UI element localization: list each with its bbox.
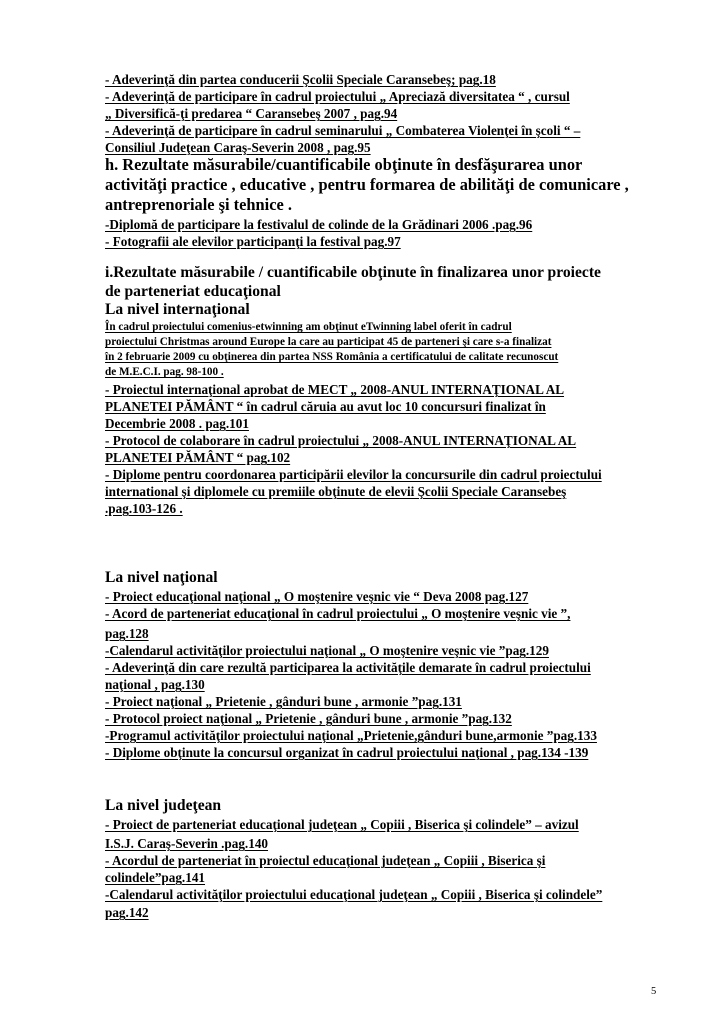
list-item: - Diplome obţinute la concursul organizat în cadrul proiectului naţional , pag.134 -139 [105,745,589,760]
adeverinta-line: „ Diversifică-ţi predarea “ Caransebeş 2007 , pag.94 [105,106,398,121]
list-item: colindele”pag.141 [105,870,206,885]
list-item: - Adeverinţă din care rezultă participarea la activităţile demarate în cadrul proiectului [105,660,591,675]
list-item: -Diplomă de participare la festivalul de colinde de la Grădinari 2006 .pag.96 [105,217,533,232]
list-item: -Programul activităţilor proiectului naţional „Prietenie,gânduri bune,armonie ”pag.133 [105,728,597,743]
list-item: - Proiect educaţional naţional „ O moştenire veşnic vie “ Deva 2008 pag.127 [105,589,529,604]
adeverinta-line: - Adeverinţă din partea conducerii Şcolii Speciale Caransebeş; pag.18 [105,72,496,87]
section-heading-h: antreprenoriale şi tehnice . [105,195,292,214]
list-item: - Proiect de parteneriat educaţional judeţean „ Copiii , Biserica şi colindele” – avizul [105,817,579,832]
list-item: - Acordul de parteneriat în proiectul educaţional judeţean „ Copiii , Biserica şi [105,853,546,868]
list-item: pag.142 [105,905,149,920]
list-item: - Acord de parteneriat educaţional în cadrul proiectului „ O moştenire veşnic vie ”, [105,606,571,621]
subsection-title-national: La nivel naţional [105,569,218,586]
list-item: -Calendarul activităţilor proiectului educaţional judeţean „ Copiii , Biserica şi colindele” [105,887,603,902]
list-item: pag.128 [105,626,149,641]
list-item: I.S.J. Caraş-Severin .pag.140 [105,836,269,851]
list-item: .pag.103-126 . [105,501,183,516]
list-item: international şi diplomele cu premiile obţinute de elevii Şcolii Speciale Caransebeş [105,484,567,499]
list-item: În cadrul proiectului comenius-etwinning am obţinut eTwinning label oferit în cadrul [105,321,512,333]
list-item: PLANETEI PĂMÂNT “ în cadrul căruia au avut loc 10 concursuri finalizat în [105,399,546,414]
section-heading-h: h. Rezultate măsurabile/cuantificabile obţinute în desfăşurarea unor [105,155,583,174]
list-item: - Protocol proiect naţional „ Prietenie , gânduri bune , armonie ”pag.132 [105,711,512,726]
list-item: de M.E.C.I. pag. 98-100 . [105,366,224,378]
list-item: - Diplome pentru coordonarea participării elevilor la concursurile din cadrul proiectului [105,467,602,482]
section-heading-h: activităţi practice , educative , pentru formarea de abilităţi de comunicare , [105,175,629,194]
list-item: naţional , pag.130 [105,677,205,692]
list-item: -Calendarul activităţilor proiectului naţional „ O moştenire veşnic vie ”pag.129 [105,643,549,658]
section-heading-i: de parteneriat educaţional [105,283,281,300]
adeverinta-line: - Adeverinţă de participare în cadrul seminarului „ Combaterea Violenţei în şcoli “ – [105,123,581,138]
list-item: - Protocol de colaborare în cadrul proiectului „ 2008-ANUL INTERNAŢIONAL AL [105,433,577,448]
subsection-title-international: La nivel internaţional [105,301,250,318]
list-item: - Proiectul internaţional aprobat de MECT „ 2008-ANUL INTERNAŢIONAL AL [105,382,565,397]
list-item: - Fotografii ale elevilor participanţi la festival pag.97 [105,234,401,249]
adeverinta-line: - Adeverinţă de participare în cadrul proiectului „ Apreciază diversitatea “ , cursul [105,89,570,104]
adeverinta-line: Consiliul Judeţean Caraş-Severin 2008 , pag.95 [105,140,371,155]
list-item: proiectului Christmas around Europe la care au participat 45 de parteneri şi care s-a finalizat [105,336,552,348]
list-item: Decembrie 2008 . pag.101 [105,416,249,431]
section-heading-i: i.Rezultate măsurabile / cuantificabile obţinute în finalizarea unor proiecte [105,264,601,281]
page-number: 5 [651,986,657,997]
list-item: în 2 februarie 2009 cu obţinerea din partea NSS România a certificatului de calitate recunoscut [105,351,559,363]
subsection-title-judetean: La nivel judeţean [105,797,222,814]
list-item: PLANETEI PĂMÂNT “ pag.102 [105,450,291,465]
list-item: - Proiect naţional „ Prietenie , gânduri bune , armonie ”pag.131 [105,694,462,709]
